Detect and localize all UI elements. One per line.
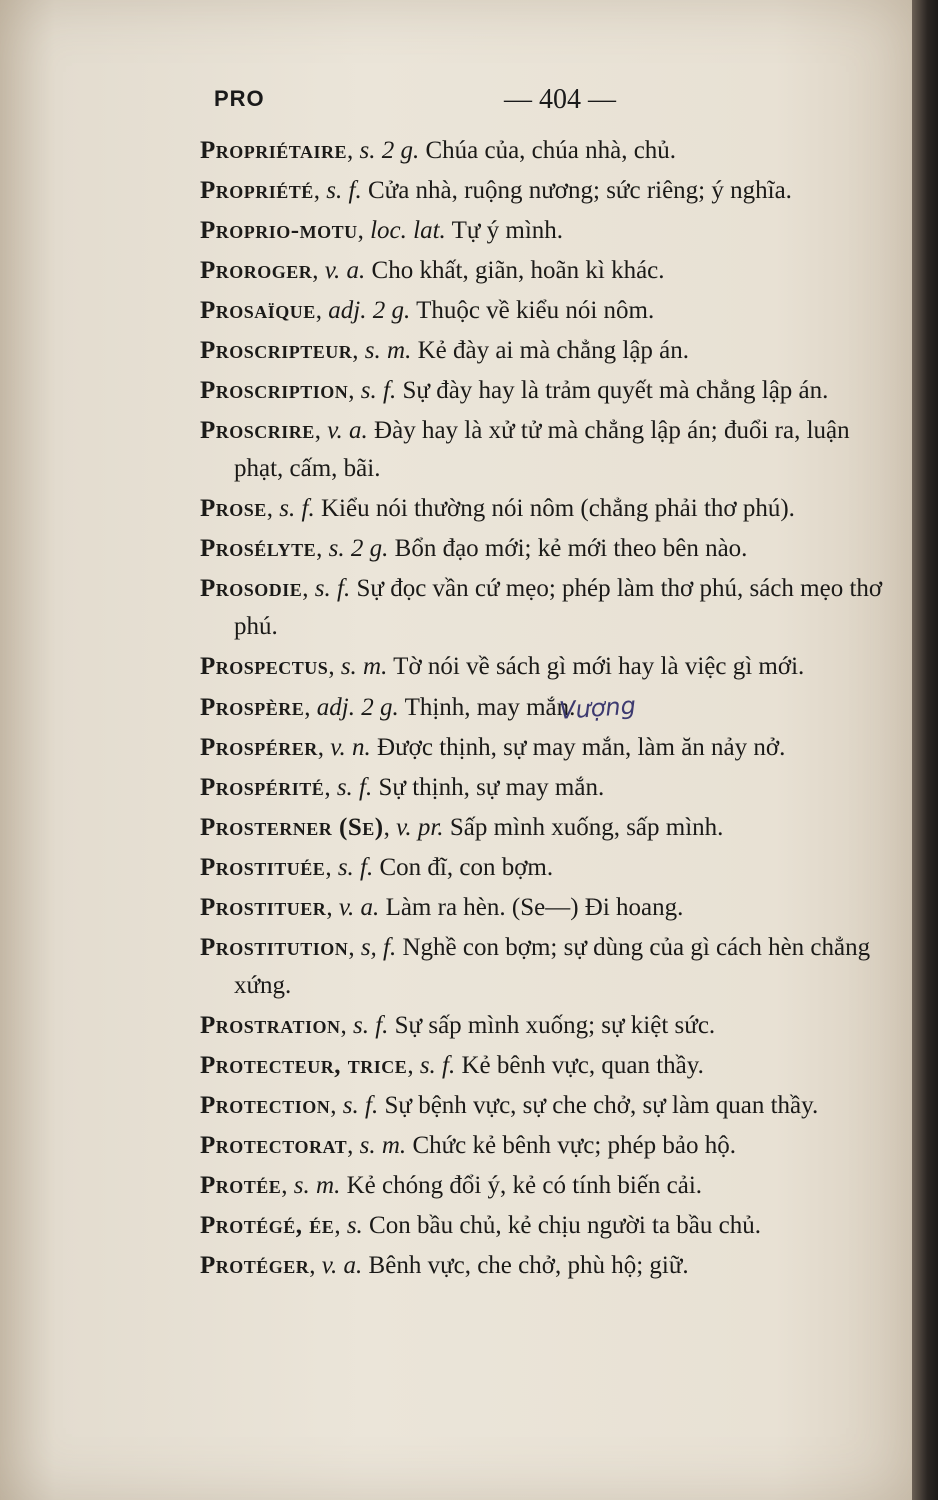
entry-definition: Bổn đạo mới; kẻ mới theo bên nào. bbox=[394, 535, 748, 562]
entry-definition: Được thịnh, sự may mắn, làm ăn nảy nở. bbox=[377, 734, 786, 761]
dictionary-entry: Propriété, s. f. Cửa nhà, ruộng nương; sức riêng; ý nghĩa. bbox=[200, 177, 792, 204]
dictionary-entry: Prospérer, v. n. Được thịnh, sự may mắn, làm ăn nảy nở. bbox=[200, 734, 786, 761]
dictionary-entry: Prospère, adj. 2 g. Thịnh, may mắn.Vượng bbox=[200, 688, 890, 727]
entry-headword: Protection bbox=[200, 1092, 331, 1119]
entry-headword: Propriétaire bbox=[200, 137, 347, 164]
entry-definition: Đày hay là xử tử mà chẳng lập án; đuổi ra, luận phạt, cấm, bãi. bbox=[234, 417, 850, 482]
entry-grammar: s, f. bbox=[360, 934, 397, 961]
entry-grammar: s. m. bbox=[340, 653, 388, 680]
entry-grammar: s. f. bbox=[326, 177, 362, 204]
page-header bbox=[214, 80, 634, 130]
entry-headword: Prostituer bbox=[200, 894, 327, 921]
entry-definition: Con đĩ, con bợm. bbox=[379, 854, 554, 881]
entry-grammar: s. 2 g. bbox=[359, 137, 420, 164]
entry-grammar: s. f. bbox=[336, 774, 373, 801]
entry-headword: Prosterner (Se) bbox=[200, 814, 384, 841]
dictionary-entry: Prospérité, s. f. Sự thịnh, sự may mắn. bbox=[200, 774, 605, 801]
entry-definition: Sự sấp mình xuống; sự kiệt sức. bbox=[394, 1012, 716, 1039]
dictionary-entries bbox=[200, 132, 890, 1287]
entry-grammar: adj. 2 g. bbox=[328, 297, 411, 324]
entry-headword: Proscription bbox=[200, 377, 349, 404]
dictionary-entry: Protectorat, s. m. Chức kẻ bênh vực; phép bảo hộ. bbox=[200, 1132, 736, 1159]
entry-headword: Prostituée bbox=[200, 854, 326, 881]
entry-headword: Prosélyte bbox=[200, 535, 317, 562]
entry-headword: Proroger bbox=[200, 257, 313, 284]
entry-grammar: v. n. bbox=[330, 734, 371, 761]
entry-headword: Proscripteur bbox=[200, 337, 353, 364]
entry-definition: Sự đọc vần cứ mẹo; phép làm thơ phú, sách mẹo thơ phú. bbox=[234, 575, 883, 640]
entry-definition: Nghề con bợm; sự dùng của gì cách hèn chẳng xứng. bbox=[234, 934, 871, 999]
entry-headword: Protégé, ée bbox=[200, 1212, 335, 1239]
entry-grammar: v. a. bbox=[338, 894, 380, 921]
entry-grammar: loc. lat. bbox=[370, 217, 446, 244]
entry-grammar: s. m. bbox=[359, 1132, 407, 1159]
dictionary-entry: Prosodie, s. f. Sự đọc vần cứ mẹo; phép làm thơ phú, sách mẹo thơ phú. bbox=[200, 575, 883, 640]
entry-grammar: s. bbox=[346, 1212, 363, 1239]
entry-headword: Proprio-motu bbox=[200, 217, 358, 244]
dictionary-entry: Prosélyte, s. 2 g. Bổn đạo mới; kẻ mới theo bên nào. bbox=[200, 535, 748, 562]
entry-definition: Sự thịnh, sự may mắn. bbox=[378, 774, 605, 801]
dictionary-entry: Prostitution, s, f. Nghề con bợm; sự dùng của gì cách hèn chẳng xứng. bbox=[200, 934, 871, 999]
entry-headword: Prosodie bbox=[200, 575, 303, 602]
entry-headword: Prospérer bbox=[200, 734, 318, 761]
dictionary-entry: Prose, s. f. Kiểu nói thường nói nôm (chẳng phải thơ phú). bbox=[200, 495, 795, 522]
entry-headword: Proscrire bbox=[200, 417, 315, 444]
entry-grammar: v. a. bbox=[327, 417, 368, 444]
entry-grammar: s. 2 g. bbox=[328, 535, 389, 562]
dictionary-entry: Prostituée, s. f. Con đĩ, con bợm. bbox=[200, 854, 554, 881]
dictionary-entry: Proscripteur, s. m. Kẻ đày ai mà chẳng lập án. bbox=[200, 337, 690, 364]
dictionary-entry: Prostration, s. f. Sự sấp mình xuống; sự kiệt sức. bbox=[200, 1012, 716, 1039]
entry-headword: Prostitution bbox=[200, 934, 349, 961]
entry-grammar: v. pr. bbox=[396, 814, 444, 841]
entry-grammar: s. f. bbox=[360, 377, 397, 404]
dictionary-entry: Protecteur, trice, s. f. Kẻ bênh vực, quan thầy. bbox=[200, 1052, 704, 1079]
dictionary-entry: Prostituer, v. a. Làm ra hèn. (Se—) Đi hoang. bbox=[200, 894, 684, 921]
dictionary-entry: Prosaïque, adj. 2 g. Thuộc về kiểu nói nôm. bbox=[200, 297, 655, 324]
entry-grammar: s. f. bbox=[352, 1012, 389, 1039]
entry-definition: Sự bệnh vực, sự che chở, sự làm quan thầy. bbox=[384, 1092, 819, 1119]
entry-definition: Tờ nói về sách gì mới hay là việc gì mới. bbox=[393, 653, 805, 680]
dictionary-entry: Prospectus, s. m. Tờ nói về sách gì mới hay là việc gì mới. bbox=[200, 653, 805, 680]
entry-headword: Prosaïque bbox=[200, 297, 316, 324]
entry-definition: Thịnh, may mắn. bbox=[404, 694, 576, 721]
entry-headword: Prostration bbox=[200, 1012, 341, 1039]
entry-definition: Tự ý mình. bbox=[451, 217, 564, 244]
entry-grammar: v. a. bbox=[321, 1252, 363, 1279]
entry-grammar: s. f. bbox=[279, 495, 315, 522]
entry-grammar: s. f. bbox=[337, 854, 374, 881]
handwritten-note: Vượng bbox=[558, 691, 638, 725]
entry-grammar: s. f. bbox=[419, 1052, 456, 1079]
entry-headword: Prospectus bbox=[200, 653, 329, 680]
dictionary-entry: Protéger, v. a. Bênh vực, che chở, phù hộ; giữ. bbox=[200, 1252, 689, 1279]
entry-grammar: s. f. bbox=[314, 575, 351, 602]
entry-headword: Propriété bbox=[200, 177, 314, 204]
entry-headword: Protecteur, trice bbox=[200, 1052, 408, 1079]
dictionary-entry: Prosterner (Se), v. pr. Sấp mình xuống, sấp mình. bbox=[200, 814, 724, 841]
dictionary-entry: Propriétaire, s. 2 g. Chúa của, chúa nhà, chủ. bbox=[200, 137, 677, 164]
book-spine-edge bbox=[912, 0, 938, 1500]
entry-definition: Bênh vực, che chở, phù hộ; giữ. bbox=[368, 1252, 689, 1279]
entry-definition: Sấp mình xuống, sấp mình. bbox=[449, 814, 724, 841]
entry-grammar: s. m. bbox=[293, 1172, 341, 1199]
entry-definition: Sự đày hay là trảm quyết mà chẳng lập án. bbox=[402, 377, 829, 404]
entry-definition: Chúa của, chúa nhà, chủ. bbox=[425, 137, 677, 164]
entry-grammar: s. m. bbox=[364, 337, 412, 364]
entry-definition: Chức kẻ bênh vực; phép bảo hộ. bbox=[412, 1132, 736, 1159]
dictionary-entry: Proscription, s. f. Sự đày hay là trảm quyết mà chẳng lập án. bbox=[200, 377, 829, 404]
dictionary-entry: Protée, s. m. Kẻ chóng đổi ý, kẻ có tính biến cải. bbox=[200, 1172, 703, 1199]
page-number: — 404 — bbox=[504, 84, 616, 115]
dictionary-entry: Proscrire, v. a. Đày hay là xử tử mà chẳng lập án; đuổi ra, luận phạt, cấm, bãi. bbox=[200, 417, 850, 482]
entry-grammar: s. f. bbox=[342, 1092, 379, 1119]
entry-definition: Kiểu nói thường nói nôm (chẳng phải thơ phú). bbox=[320, 495, 795, 522]
entry-definition: Kẻ đày ai mà chẳng lập án. bbox=[417, 337, 690, 364]
entry-definition: Kẻ chóng đổi ý, kẻ có tính biến cải. bbox=[346, 1172, 703, 1199]
entry-headword: Protéger bbox=[200, 1252, 310, 1279]
entry-headword: Prose bbox=[200, 495, 267, 522]
entry-headword: Protectorat bbox=[200, 1132, 348, 1159]
entry-definition: Kẻ bênh vực, quan thầy. bbox=[461, 1052, 704, 1079]
entry-definition: Con bầu chủ, kẻ chịu người ta bầu chủ. bbox=[369, 1212, 762, 1239]
entry-grammar: adj. 2 g. bbox=[316, 694, 399, 721]
entry-headword: Protée bbox=[200, 1172, 282, 1199]
running-head: PRO bbox=[214, 86, 265, 111]
entry-definition: Làm ra hèn. (Se—) Đi hoang. bbox=[385, 894, 684, 921]
entry-definition: Thuộc về kiểu nói nôm. bbox=[416, 297, 655, 324]
entry-definition: Cửa nhà, ruộng nương; sức riêng; ý nghĩa. bbox=[367, 177, 792, 204]
entry-grammar: v. a. bbox=[324, 257, 366, 284]
dictionary-entry: Protégé, ée, s. Con bầu chủ, kẻ chịu người ta bầu chủ. bbox=[200, 1212, 762, 1239]
dictionary-entry: Proroger, v. a. Cho khất, giãn, hoãn kì khác. bbox=[200, 257, 665, 284]
dictionary-entry: Protection, s. f. Sự bệnh vực, sự che chở, sự làm quan thầy. bbox=[200, 1092, 819, 1119]
dictionary-entry: Proprio-motu, loc. lat. Tự ý mình. bbox=[200, 217, 564, 244]
entry-headword: Prospère bbox=[200, 694, 305, 721]
entry-definition: Cho khất, giãn, hoãn kì khác. bbox=[371, 257, 665, 284]
entry-headword: Prospérité bbox=[200, 774, 325, 801]
